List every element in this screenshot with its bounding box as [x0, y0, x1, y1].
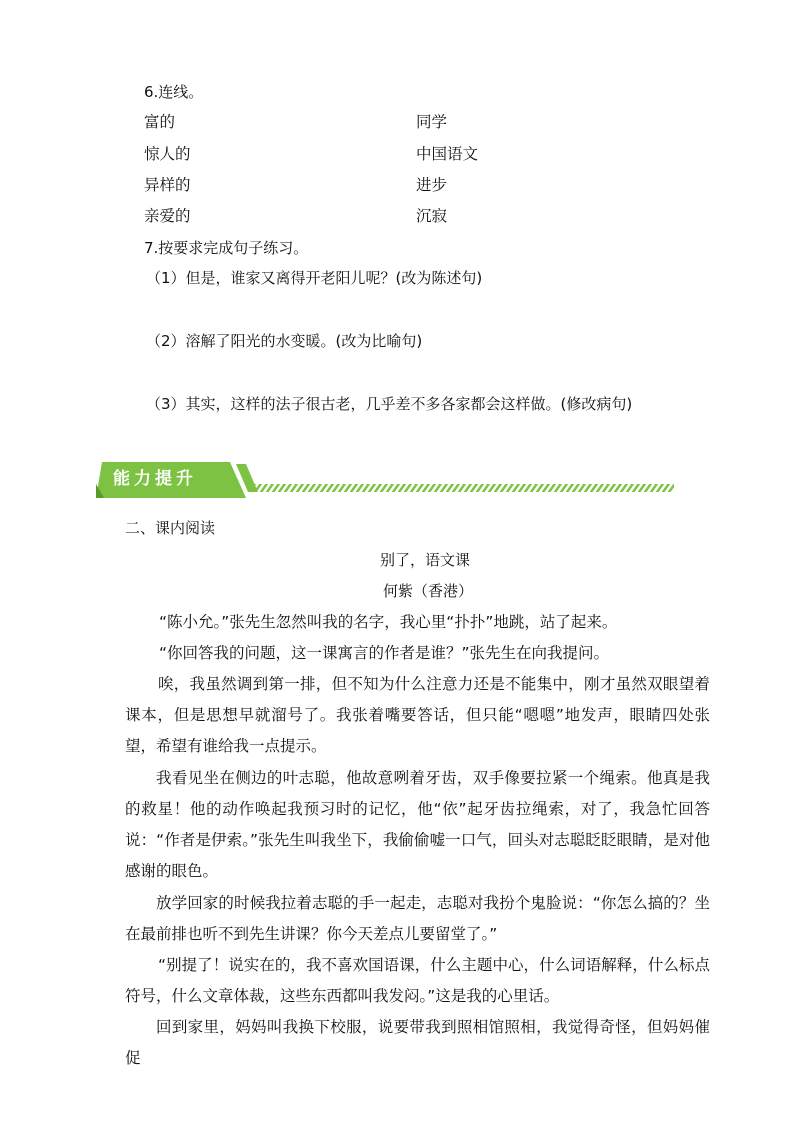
q7-title: 7.按要求完成句子练习。 [144, 239, 309, 257]
q7-item: （1）但是，谁家又离得开老阳儿呢？(改为陈述句) [146, 269, 483, 287]
q7-item: （2）溶解了阳光的水变暖。(改为比喻句) [146, 332, 423, 350]
reading-article-title: 别了，语文课 [380, 551, 471, 569]
reading-section-title: 二、课内阅读 [125, 519, 216, 537]
reading-paragraph: 回到家里，妈妈叫我换下校服，说要带我到照相馆照相，我觉得奇怪，但妈妈催促 [125, 1018, 710, 1067]
match-left-item: 亲爱的 [144, 207, 191, 225]
match-right-item: 沉寂 [416, 207, 448, 225]
reading-paragraph: “陈小允。”张先生忽然叫我的名字，我心里“扑扑”地跳，站了起来。 [159, 613, 618, 631]
reading-paragraph: “你回答我的问题，这一课寓言的作者是谁？”张先生在向我提问。 [159, 644, 610, 662]
reading-paragraph: “别提了！说实在的，我不喜欢国语课，什么主题中心，什么词语解释，什么标点符号，什么文章体裁，这些东西都叫我发闷。”这是我的心里话。 [125, 956, 710, 1005]
match-right-item: 进步 [416, 176, 448, 194]
reading-paragraph: 放学回家的时候我拉着志聪的手一起走，志聪对我扮个鬼脸说：“你怎么搞的？坐在最前排也听不到先生讲课？你今天差点儿要留堂了。” [125, 894, 710, 943]
banner-stripe-line [254, 484, 674, 492]
match-right-item: 同学 [416, 113, 448, 131]
reading-paragraph: 我看见坐在侧边的叶志聪，他故意咧着牙齿，双手像要拉紧一个绳索。他真是我的救星！他的动作唤起我预习时的记忆，他“依”起牙齿拉绳索，对了，我急忙回答说：“作者是伊索。”张先生叫我坐下，我偷偷嘘一口气，回头对志聪眨眨眼睛，是对他感谢的眼色。 [125, 769, 710, 880]
match-left-item: 富的 [144, 113, 176, 131]
match-left-item: 惊人的 [144, 145, 191, 163]
match-right-item: 中国语文 [416, 145, 479, 163]
reading-paragraph: 唉，我虽然调到第一排，但不知为什么注意力还是不能集中，刚才虽然双眼望着课本，但是思想早就溜号了。我张着嘴要答话，但只能“嗯嗯”地发声，眼睛四处张望，希望有谁给我一点提示。 [125, 675, 710, 755]
q7-item: （3）其实，这样的法子很古老，几乎差不多各家都会这样做。(修改病句) [146, 395, 633, 413]
banner-label: 能力提升 [113, 469, 197, 489]
match-left-item: 异样的 [144, 176, 191, 194]
q6-title: 6.连线。 [144, 83, 204, 101]
reading-author: 何紫（香港） [383, 582, 474, 600]
